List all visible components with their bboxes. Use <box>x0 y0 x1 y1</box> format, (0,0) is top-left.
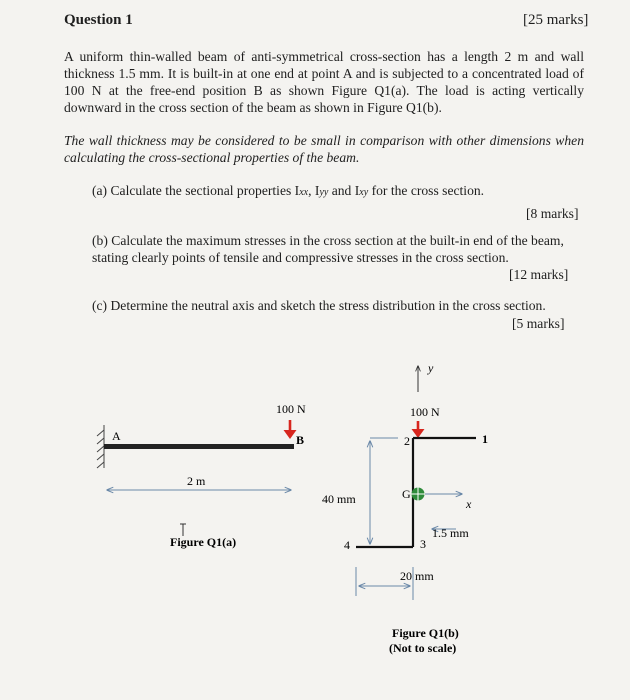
load-arrow-b <box>412 421 425 438</box>
load-a-label: 100 N <box>276 402 306 416</box>
figure-b-caption: Figure Q1(b) <box>392 626 459 640</box>
intro-paragraph: A uniform thin-walled beam of anti-symmetrical cross-section has a length 2 m and wall thickness 1.5 mm. It is built-in at one end at point A and is subjected to a concentrated load of 100 N at the free-end position B as shown Figure Q1(a). The load is acting vertically downward in the cross section of the beam as shown in Figure Q1(b). <box>64 49 584 115</box>
point-b-label: B <box>296 433 305 447</box>
part-a-sep2: and I <box>328 183 360 198</box>
part-a-prefix: (a) Calculate the sectional properties I <box>92 183 300 198</box>
fixed-support-wall <box>97 425 104 468</box>
length-label: 2 m <box>187 474 206 488</box>
cantilever-beam <box>104 444 294 449</box>
thickness-label: 1.5 mm <box>432 526 469 540</box>
width-label: 20 mm <box>400 569 434 583</box>
figure-a <box>97 402 306 549</box>
part-b-marks: [12 marks] <box>509 267 569 282</box>
figure-b-caption-note: (Not to scale) <box>389 641 457 655</box>
figure-b <box>322 361 488 655</box>
part-a-sub-xy: xy <box>359 187 369 198</box>
height-label: 40 mm <box>322 492 356 506</box>
note-paragraph: The wall thickness may be considered to be small in comparison with other dimensions when calculating the cross-sectional properties of the beam. <box>64 133 584 165</box>
part-a-marks: [8 marks] <box>526 206 579 221</box>
point-a-label: A <box>112 429 121 443</box>
centroid-label: G <box>402 487 411 501</box>
part-a-suffix: for the cross section. <box>368 183 485 198</box>
question-marks: [25 marks] <box>523 12 589 28</box>
point-2-label: 2 <box>404 434 410 448</box>
figure-a-caption: Figure Q1(a) <box>170 535 237 549</box>
y-axis-label: y <box>428 361 434 375</box>
point-3-label: 3 <box>420 537 426 551</box>
load-arrow-a <box>284 420 297 439</box>
load-b-label: 100 N <box>410 405 440 419</box>
question-title: Question 1 <box>64 12 133 28</box>
part-a-sep1: , I <box>308 183 320 198</box>
part-c-marks: [5 marks] <box>512 316 565 331</box>
part-b-text: (b) Calculate the maximum stresses in the cross section at the built-in end of the beam, stating clearly points of tensile and compressive stresses in the cross section. <box>92 233 564 265</box>
part-c-text: (c) Determine the neutral axis and sketch the stress distribution in the cross section. <box>92 298 546 313</box>
part-a-sub-yy: yy <box>319 187 329 198</box>
x-axis-label: x <box>466 497 472 511</box>
point-4-label: 4 <box>344 538 350 552</box>
part-a-sub-xx: xx <box>299 187 309 198</box>
point-1-label: 1 <box>482 432 488 446</box>
